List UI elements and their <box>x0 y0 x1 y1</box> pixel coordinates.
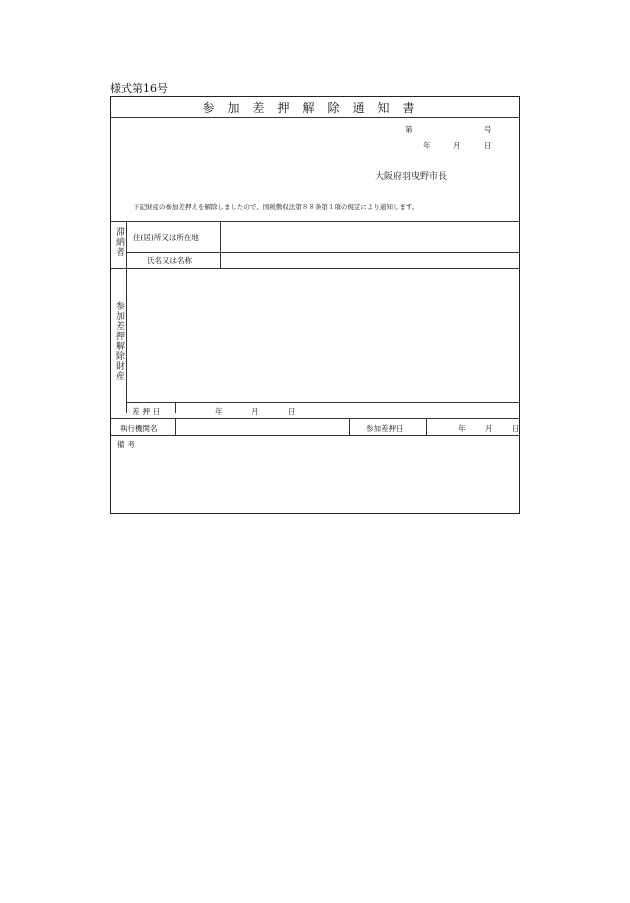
date-month: 月 <box>453 141 461 150</box>
divider <box>111 435 519 436</box>
participation-day: 日 <box>512 424 520 433</box>
seizure-day: 日 <box>288 407 296 416</box>
seizure-date-label: 差押日 <box>132 407 164 416</box>
divider <box>111 418 519 419</box>
seizure-year: 年 <box>215 407 223 416</box>
divider <box>111 221 519 222</box>
divider <box>126 221 127 413</box>
participation-month: 月 <box>485 424 493 433</box>
divider <box>111 117 519 118</box>
agency-label: 執行機関名 <box>120 424 158 433</box>
form-title: 参加差押解除通知書 <box>202 101 428 115</box>
name-label: 氏名又は名称 <box>147 256 192 265</box>
date-year: 年 <box>423 141 431 150</box>
divider <box>220 221 221 268</box>
divider <box>175 418 176 435</box>
address-label: 住(居)所又は所在地 <box>133 233 199 242</box>
divider <box>426 418 427 435</box>
form-number: 様式第16号 <box>110 82 168 95</box>
property-label: 参加差押解除財産 <box>114 301 124 381</box>
number-prefix: 第 <box>405 125 413 134</box>
participation-date-label: 参加差押日 <box>366 424 404 433</box>
date-day: 日 <box>484 141 492 150</box>
number-suffix: 号 <box>484 125 492 134</box>
divider <box>126 252 519 253</box>
divider <box>349 418 350 435</box>
notice-form <box>110 96 520 514</box>
divider <box>175 402 176 413</box>
participation-year: 年 <box>458 424 466 433</box>
remarks-label: 備考 <box>117 440 138 449</box>
issuer: 大阪府羽曳野市長 <box>375 172 448 182</box>
notice-text: 下記財産の参加差押えを解除しましたので、国税徴収法第８８条第１項の規定により通知します。 <box>133 203 419 211</box>
divider <box>111 268 519 269</box>
divider <box>126 402 519 403</box>
seizure-month: 月 <box>251 407 259 416</box>
taxpayer-label: 滞納者 <box>114 227 124 257</box>
